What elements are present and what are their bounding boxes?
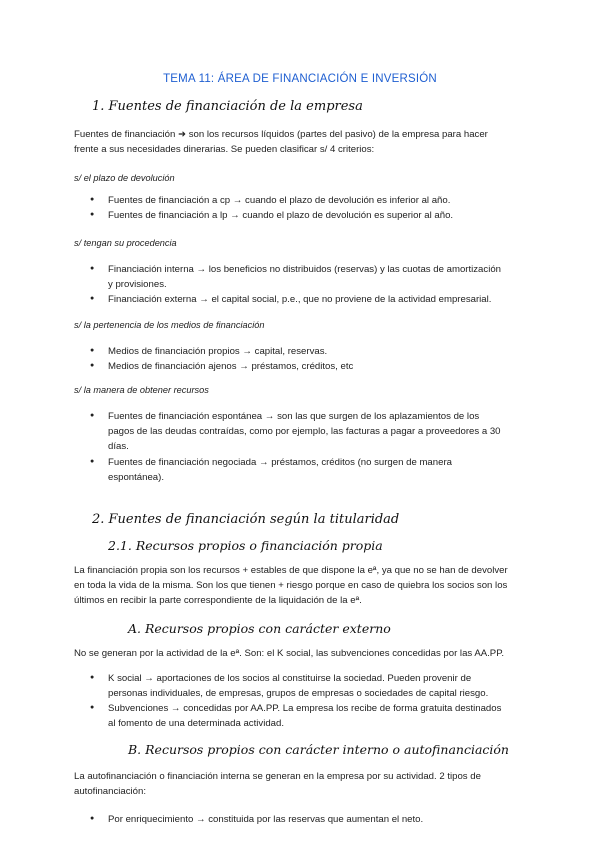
list-item-line: Fuentes de financiación negociada → préstamos, créditos (no surgen de manera xyxy=(108,457,452,468)
intro-line-1: Fuentes de financiación ➜ son los recursos líquidos (partes del pasivo) de la empresa para hacer xyxy=(74,129,488,140)
subsection-2-1-heading: 2.1. Recursos propios o financiación propia xyxy=(108,538,383,553)
list-item: Por enriquecimiento → constituida por las reservas que aumentan el neto. xyxy=(108,814,424,825)
list-item: Fuentes de financiación a cp → cuando el plazo de devolución es inferior al año. xyxy=(108,195,451,206)
list-item-line: Subvenciones → concedidas por AA.PP. La empresa los recibe de forma gratuita destinados xyxy=(108,703,502,714)
list-item xyxy=(108,455,528,485)
list-item-line: días. xyxy=(108,441,129,452)
criterion-label-procedencia: s/ tengan su procedencia xyxy=(74,238,177,248)
paragraph-2-1 xyxy=(74,563,528,608)
bullet-icon: ● xyxy=(90,347,95,354)
bullet-icon: ● xyxy=(90,265,95,272)
paragraph-line: últimos en recibir la parte correspondiente de la liquidación de la eª. xyxy=(74,595,362,606)
criterion-label-plazo: s/ el plazo de devolución xyxy=(74,173,175,183)
list-item-line: K social → aportaciones de los socios al constituirse la sociedad. Pueden provenir de xyxy=(108,673,472,684)
list-item-line: espontánea). xyxy=(108,472,165,483)
list-item-line: y provisiones. xyxy=(108,279,167,290)
section-2-heading: 2. Fuentes de financiación según la titularidad xyxy=(92,512,400,527)
bullet-icon: ● xyxy=(90,362,95,369)
bullet-icon: ● xyxy=(90,815,95,822)
list-item: Fuentes de financiación a lp → cuando el plazo de devolución es superior al año. xyxy=(108,210,454,221)
bullet-icon: ● xyxy=(90,704,95,711)
list-item: Medios de financiación propios → capital, reservas. xyxy=(108,346,328,357)
list-item xyxy=(108,409,528,454)
paragraph-line: en toda la vida de la misma. Son los que tienen + riesgo porque en caso de quiebra los socios son los xyxy=(74,580,508,591)
bullet-icon: ● xyxy=(90,458,95,465)
intro-line-2: frente a sus necesidades dinerarias. Se pueden clasificar s/ 4 criterios: xyxy=(74,144,375,155)
list-item-line: Financiación interna → los beneficios no distribuidos (reservas) y las cuotas de amortización xyxy=(108,264,501,275)
subsection-a-heading: A. Recursos propios con carácter externo xyxy=(128,621,391,636)
paragraph-a: No se generan por la actividad de la eª. Son: el K social, las subvenciones concedidas por las AA.PP. xyxy=(74,648,505,659)
list-item-line: al fomento de una determinada actividad. xyxy=(108,718,284,729)
paragraph-line: autofinanciación: xyxy=(74,786,147,797)
bullet-icon: ● xyxy=(90,295,95,302)
bullet-icon: ● xyxy=(90,211,95,218)
section-1-intro xyxy=(74,127,528,157)
document-title: TEMA 11: ÁREA DE FINANCIACIÓN E INVERSIÓN xyxy=(163,73,437,85)
subsection-b-heading: B. Recursos propios con carácter interno o autofinanciación xyxy=(128,742,509,757)
bullet-icon: ● xyxy=(90,674,95,681)
paragraph-line: La financiación propia son los recursos + estables de que dispone la eª, ya que no se han de devolver xyxy=(74,565,508,576)
paragraph-b xyxy=(74,769,528,799)
list-item: Medios de financiación ajenos → préstamos, créditos, etc xyxy=(108,361,354,372)
section-1-heading: 1. Fuentes de financiación de la empresa xyxy=(92,99,363,114)
criterion-label-pertenencia: s/ la pertenencia de los medios de financiación xyxy=(74,320,265,330)
list-item xyxy=(108,262,501,292)
list-item-line: Fuentes de financiación espontánea → son las que surgen de los aplazamientos de los xyxy=(108,411,480,422)
list-item xyxy=(108,701,528,731)
paragraph-line: La autofinanciación o financiación interna se generan en la empresa por su actividad. 2 tipos de xyxy=(74,771,481,782)
list-item xyxy=(108,671,528,701)
bullet-icon: ● xyxy=(90,196,95,203)
list-item-line: personas individuales, de empresas, grupos de empresas o sociedades de capital riesgo. xyxy=(108,688,489,699)
bullet-icon: ● xyxy=(90,412,95,419)
list-item: Financiación externa → el capital social, p.e., que no proviene de la actividad empresarial. xyxy=(108,294,492,305)
criterion-label-manera: s/ la manera de obtener recursos xyxy=(74,385,209,395)
list-item-line: pagos de las deudas contraídas, como por ejemplo, las facturas a pagar a proveedores a 30 xyxy=(108,426,501,437)
